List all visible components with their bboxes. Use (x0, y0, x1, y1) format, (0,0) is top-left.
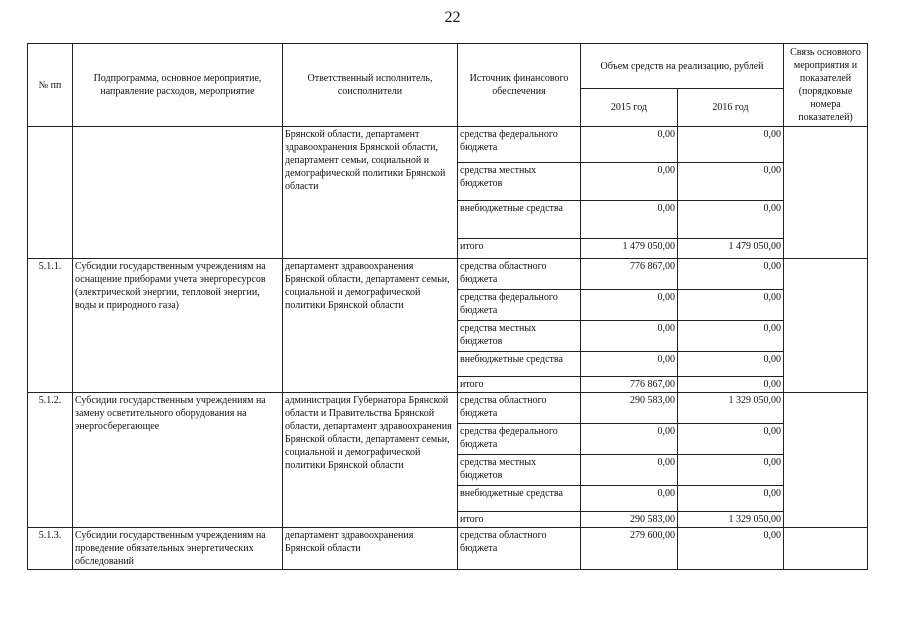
header-program: Подпрограмма, основное мероприятие, направление расходов, мероприятие (73, 44, 283, 127)
funding-source: средства местных бюджетов (458, 321, 581, 352)
amount-2016: 1 329 050,00 (678, 512, 784, 528)
funding-source: средства областного бюджета (458, 528, 581, 570)
amount-2016: 0,00 (678, 321, 784, 352)
indicator-link (784, 127, 868, 259)
program-description (73, 127, 283, 259)
page-number: 22 (444, 9, 461, 26)
amount-2016: 0,00 (678, 528, 784, 570)
table-body (28, 127, 868, 570)
amount-2015: 279 600,00 (581, 528, 678, 570)
amount-2016: 1 329 050,00 (678, 393, 784, 424)
funding-source: средства местных бюджетов (458, 455, 581, 486)
responsible-executor: департамент здравоохранения Брянской области (283, 528, 458, 570)
amount-2015: 0,00 (581, 321, 678, 352)
budget-table (27, 43, 868, 570)
table-row (28, 127, 868, 163)
amount-2016: 0,00 (678, 201, 784, 239)
header-volume: Объем средств на реализацию, рублей (581, 44, 784, 89)
amount-2015: 0,00 (581, 201, 678, 239)
funding-source: средства федерального бюджета (458, 127, 581, 163)
program-description: Субсидии государственным учреждениям на оснащение приборами учета энергоресурсов (электрической энергии, тепловой энергии, воды и природного газа) (73, 259, 283, 393)
responsible-executor: Брянской области, департамент здравоохранения Брянской области, департамент семьи, социальной и демографической политики Брянской области (283, 127, 458, 259)
amount-2015: 290 583,00 (581, 512, 678, 528)
header-executor: Ответственный исполнитель, соисполнители (283, 44, 458, 127)
amount-2015: 0,00 (581, 290, 678, 321)
amount-2016: 1 479 050,00 (678, 239, 784, 259)
header-2015: 2015 год (581, 89, 678, 127)
indicator-link (784, 259, 868, 393)
total-label: итого (458, 239, 581, 259)
amount-2016: 0,00 (678, 259, 784, 290)
item-number: 5.1.1. (28, 259, 73, 393)
item-number: 5.1.3. (28, 528, 73, 570)
amount-2016: 0,00 (678, 486, 784, 512)
amount-2016: 0,00 (678, 424, 784, 455)
header-source: Источник финансового обеспечения (458, 44, 581, 127)
amount-2015: 290 583,00 (581, 393, 678, 424)
amount-2016: 0,00 (678, 352, 784, 377)
funding-source: средства местных бюджетов (458, 163, 581, 201)
funding-source: внебюджетные средства (458, 201, 581, 239)
amount-2015: 776 867,00 (581, 377, 678, 393)
amount-2016: 0,00 (678, 163, 784, 201)
header-link: Связь основного мероприятия и показателей (порядковые номера показателей) (784, 44, 868, 127)
amount-2015: 0,00 (581, 352, 678, 377)
program-description: Субсидии государственным учреждениям на проведение обязательных энергетических обследований (73, 528, 283, 570)
amount-2015: 0,00 (581, 486, 678, 512)
amount-2015: 1 479 050,00 (581, 239, 678, 259)
funding-source: внебюджетные средства (458, 486, 581, 512)
amount-2015: 0,00 (581, 163, 678, 201)
amount-2016: 0,00 (678, 455, 784, 486)
responsible-executor: администрация Губернатора Брянской области и Правительства Брянской области, департамент здравоохранения Брянской области, департамент семьи, социальной и демографической политики Брянской области (283, 393, 458, 528)
funding-source: средства федерального бюджета (458, 290, 581, 321)
program-description: Субсидии государственным учреждениям на замену осветительного оборудования на энергосберегающее (73, 393, 283, 528)
amount-2016: 0,00 (678, 290, 784, 321)
amount-2015: 0,00 (581, 455, 678, 486)
header-2016: 2016 год (678, 89, 784, 127)
table-row (28, 393, 868, 424)
funding-source: внебюджетные средства (458, 352, 581, 377)
amount-2016: 0,00 (678, 127, 784, 163)
amount-2016: 0,00 (678, 377, 784, 393)
amount-2015: 776 867,00 (581, 259, 678, 290)
amount-2015: 0,00 (581, 424, 678, 455)
table-row (28, 528, 868, 570)
total-label: итого (458, 512, 581, 528)
total-label: итого (458, 377, 581, 393)
item-number (28, 127, 73, 259)
indicator-link (784, 528, 868, 570)
responsible-executor: департамент здравоохранения Брянской области, департамент семьи, социальной и демографической политики Брянской области (283, 259, 458, 393)
funding-source: средства федерального бюджета (458, 424, 581, 455)
table-row (28, 259, 868, 290)
funding-source: средства областного бюджета (458, 393, 581, 424)
header-number: № пп (28, 44, 73, 127)
amount-2015: 0,00 (581, 127, 678, 163)
item-number: 5.1.2. (28, 393, 73, 528)
indicator-link (784, 393, 868, 528)
table-header (28, 44, 868, 127)
funding-source: средства областного бюджета (458, 259, 581, 290)
